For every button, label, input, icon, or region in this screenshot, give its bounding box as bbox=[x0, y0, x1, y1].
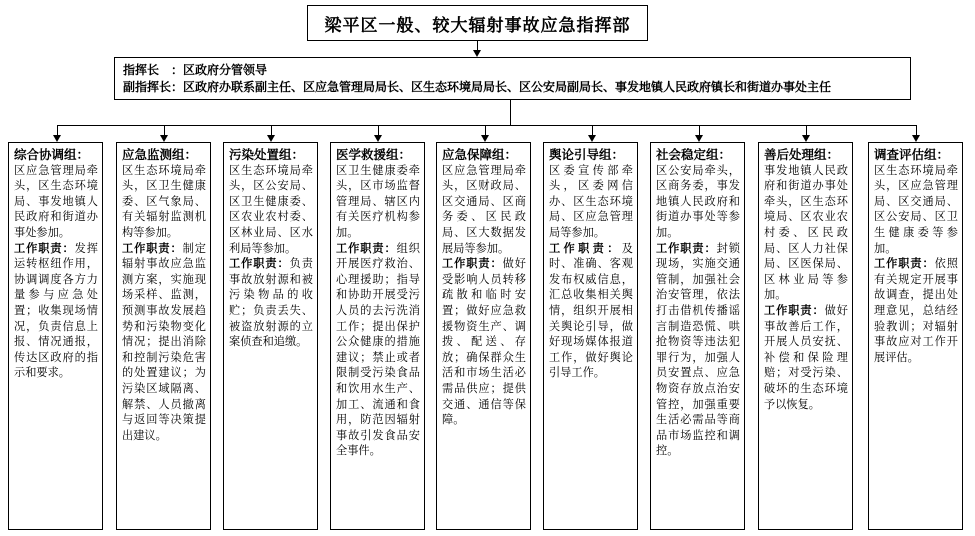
duty-text: 及时、准确、客观发布权威信息，汇总收集相关舆情，组织开展相关舆论引导，做好现场媒体报道工作，做好舆论引导工作。 bbox=[549, 241, 633, 380]
arrow-to-group-3 bbox=[267, 135, 275, 142]
group-duty bbox=[874, 256, 958, 365]
commander-row bbox=[123, 62, 902, 79]
deputy-value: ：区政府办联系副主任、区应急管理局局长、区生态环境局局长、区公安局副局长、事发地镇人民政府镇长和街道办事处主任 bbox=[171, 80, 832, 94]
group-name: 应急监测组： bbox=[122, 147, 198, 162]
group-members: 区生态环境局牵头，区应急管理局、区交通局、区公安局、区卫生健康委等参加。 bbox=[874, 163, 958, 255]
group-box-coordination bbox=[8, 142, 103, 530]
duty-label: 工作职责： bbox=[764, 303, 825, 317]
group-box-support bbox=[436, 142, 531, 530]
duty-text: 发挥运转枢纽作用，协调调度各方力量参与应急处置；收集现场情况，负责信息上报、情况通报，传达区政府的指示和要求。 bbox=[14, 241, 98, 380]
arrow-to-group-9 bbox=[912, 135, 920, 142]
group-members: 区生态环境局牵头，区卫生健康委、区气象局、有关辐射监测机构等参加。 bbox=[122, 163, 206, 239]
commander-label: 指挥长 bbox=[123, 63, 160, 77]
group-box-publicity bbox=[543, 142, 638, 530]
duty-label: 工作职责： bbox=[549, 241, 622, 255]
drop-line-7 bbox=[699, 125, 700, 135]
arrow-to-group-2 bbox=[160, 135, 168, 142]
arrow-to-group-8 bbox=[802, 135, 810, 142]
drop-line-4 bbox=[378, 125, 379, 135]
group-name: 舆论引导组： bbox=[549, 147, 625, 162]
duty-label: 工作职责： bbox=[229, 257, 290, 271]
duty-label: 工作职责： bbox=[442, 257, 503, 271]
group-duty bbox=[122, 241, 206, 444]
duty-text: 封锁现场，实施交通管制，加强社会治安管理，依法打击借机传播谣言制造恐慌、哄抢物资等违法犯罪行为，加强人员安置点、应急物资存放点治安管控，加强重要生活必需品等商品市场监控和调控。 bbox=[656, 241, 740, 458]
group-members: 区公安局牵头，区商务委，事发地镇人民政府和街道办事处等参加。 bbox=[656, 163, 740, 239]
group-box-medical bbox=[330, 142, 425, 530]
arrow-to-group-1 bbox=[53, 135, 61, 142]
group-name: 医学救援组： bbox=[336, 147, 412, 162]
arrow-to-group-5 bbox=[481, 135, 489, 142]
duty-label: 工作职责： bbox=[336, 241, 397, 255]
group-name: 应急保障组： bbox=[442, 147, 518, 162]
connector-leaders-bus bbox=[510, 100, 511, 126]
arrow-to-group-6 bbox=[588, 135, 596, 142]
arrow-to-group-7 bbox=[695, 135, 703, 142]
duty-label: 工作职责： bbox=[656, 241, 717, 255]
group-members: 区应急管理局牵头，区财政局、区交通局、区商务委、区民政局、区大数据发展局等参加。 bbox=[442, 163, 526, 255]
deputy-row bbox=[123, 79, 902, 96]
group-name: 污染处置组： bbox=[229, 147, 305, 162]
group-duty bbox=[336, 241, 420, 459]
horizontal-bus bbox=[57, 125, 917, 126]
group-duty bbox=[656, 241, 740, 459]
duty-text: 做好事故善后工作，开展人员安抚、补偿和保险理赔；对受污染、破坏的生态环境予以恢复。 bbox=[764, 303, 848, 411]
group-duty bbox=[14, 241, 98, 381]
group-box-investigation bbox=[868, 142, 963, 530]
arrow-to-leaders bbox=[473, 50, 481, 57]
group-box-stability bbox=[650, 142, 745, 530]
duty-text: 组织开展医疗救治、心理援助；指导和协助开展受污人员的去污洗消工作；提出保护公众健康的措施建议；禁止或者限制受污染食品和饮用水生产、加工、流通和食用，防范因辐射事故引发食品安全事件。 bbox=[336, 241, 420, 458]
duty-label: 工作职责： bbox=[122, 241, 183, 255]
drop-line-3 bbox=[271, 125, 272, 135]
group-members: 事发地镇人民政府和街道办事处牵头，区生态环境局、区农业农村委、区民政局、区人力社保局、区医保局、区林业局等参加。 bbox=[764, 163, 848, 302]
drop-line-5 bbox=[485, 125, 486, 135]
drop-line-8 bbox=[806, 125, 807, 135]
duty-text: 依照有关规定开展事故调查，提出处理意见，总结经验教训；对辐射事故应对工作开展评估。 bbox=[874, 257, 958, 364]
arrow-to-group-4 bbox=[374, 135, 382, 142]
org-title: 梁平区一般、较大辐射事故应急指挥部 bbox=[307, 5, 648, 41]
group-box-pollution bbox=[223, 142, 318, 530]
connector-title-leaders bbox=[477, 41, 478, 50]
group-box-aftermath bbox=[758, 142, 853, 530]
group-name: 善后处理组： bbox=[764, 147, 840, 162]
group-members: 区应急管理局牵头，区生态环境局、事发地镇人民政府和街道办事处参加。 bbox=[14, 163, 98, 239]
duty-text: 制定辐射事故应急监测方案，实施现场采样、监测，预测事故发展趋势和污染物变化情况；提出消除和控制污染危害的处置建议；为污染区域隔离、解禁、人员撤离与返回等决策提出建议。 bbox=[122, 241, 206, 442]
duty-text: 负责事故放射源和被污染物品的收贮；负责丢失、被盗放射源的立案侦查和追缴。 bbox=[229, 257, 313, 349]
group-name: 社会稳定组： bbox=[656, 147, 732, 162]
group-name: 调查评估组： bbox=[874, 147, 950, 162]
deputy-label: 副指挥长 bbox=[123, 80, 172, 94]
group-duty bbox=[442, 256, 526, 428]
leadership-box bbox=[114, 57, 911, 100]
group-members: 区生态环境局牵头，区公安局、区卫生健康委、区农业农村委、区林业局、区水利局等参加。 bbox=[229, 163, 313, 255]
group-duty bbox=[764, 303, 848, 412]
drop-line-2 bbox=[164, 125, 165, 135]
group-duty bbox=[549, 241, 633, 381]
drop-line-6 bbox=[592, 125, 593, 135]
group-duty bbox=[229, 256, 313, 350]
group-members: 区卫生健康委牵头，区市场监督管理局、辖区内有关医疗机构参加。 bbox=[336, 163, 420, 239]
duty-label: 工作职责： bbox=[874, 257, 935, 271]
drop-line-1 bbox=[57, 125, 58, 135]
duty-label: 工作职责： bbox=[14, 241, 75, 255]
drop-line-9 bbox=[916, 125, 917, 135]
duty-text: 做好受影响人员转移疏散和临时安置；做好应急救援物资生产、调拨、配送、存放；确保群众生活和市场生活必需品供应；提供交通、通信等保障。 bbox=[442, 257, 526, 427]
group-box-monitoring bbox=[116, 142, 211, 530]
group-name: 综合协调组： bbox=[14, 147, 90, 162]
commander-value: ：区政府分管领导 bbox=[171, 63, 268, 77]
group-members: 区委宣传部牵头，区委网信办、区生态环境局、区应急管理局等参加。 bbox=[549, 163, 633, 239]
